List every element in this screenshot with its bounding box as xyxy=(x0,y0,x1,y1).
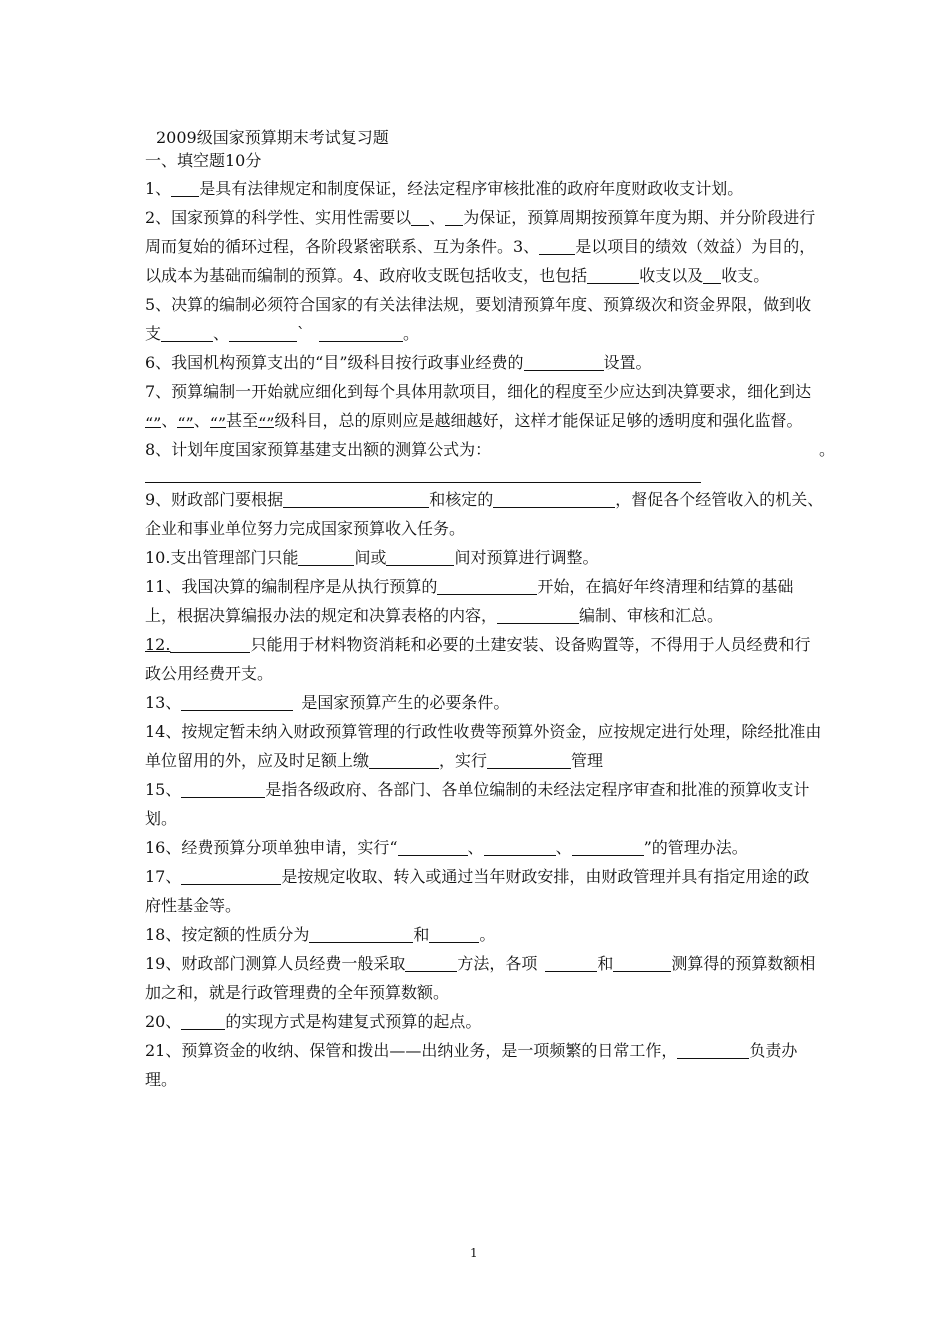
answer-blank[interactable] xyxy=(181,866,281,885)
answer-blank[interactable] xyxy=(386,547,454,566)
answer-blank[interactable] xyxy=(445,207,463,226)
question-13: 13、 是国家预算产生的必要条件。 xyxy=(145,693,510,712)
answer-blank[interactable] xyxy=(493,489,615,508)
answer-blank[interactable] xyxy=(411,207,429,226)
section-heading: 一、填空题10分 xyxy=(145,151,262,170)
answer-blank[interactable] xyxy=(309,924,413,943)
question-17: 17、 是按规定收取、转入或通过当年财政安排，由财政管理并具有指定用途的政府性基金等。 xyxy=(145,867,810,915)
doc-title: 2009级国家预算期末考试复习题 xyxy=(156,128,389,147)
question-9: 9、财政部门要根据 和核定的 ，督促各个经管收入的机关、企业和事业单位努力完成国家预算收入任务。 xyxy=(145,490,824,538)
question-6: 6、我国机构预算支出的“目”级科目按行政事业经费的 设置。 xyxy=(145,353,652,372)
answer-blank[interactable] xyxy=(587,265,639,284)
question-21: 21、预算资金的收纳、保管和拨出——出纳业务，是一项频繁的日常工作， 负责办理。 xyxy=(145,1041,798,1089)
answer-blank[interactable]: “” xyxy=(258,409,274,428)
answer-blank[interactable]: “” xyxy=(177,409,193,428)
answer-blank[interactable] xyxy=(171,178,199,197)
answer-blank[interactable] xyxy=(539,236,575,255)
answer-blank[interactable] xyxy=(731,1040,749,1059)
question-18: 18、按定额的性质分为 和 。 xyxy=(145,925,496,944)
answer-blank[interactable] xyxy=(283,489,429,508)
answer-blank[interactable] xyxy=(497,605,579,624)
answer-blank[interactable] xyxy=(545,953,597,972)
question-7: 7、预算编制一开始就应细化到每个具体用款项目，细化的程度至少应达到决算要求，细化到达“”、“”、“”甚至“”级科目，总的原则应是越细越好，这样才能保证足够的透明度和强化监督。 xyxy=(145,382,812,433)
question-list xyxy=(145,174,835,1094)
page-number: 1 xyxy=(470,1246,478,1260)
answer-blank[interactable] xyxy=(298,547,354,566)
formula-answer-line[interactable] xyxy=(145,464,701,483)
answer-blank[interactable] xyxy=(181,779,265,798)
answer-blank[interactable] xyxy=(677,1040,731,1059)
answer-blank[interactable] xyxy=(429,924,479,943)
answer-blank[interactable] xyxy=(181,1011,225,1030)
answer-blank[interactable] xyxy=(369,750,439,769)
answer-blank[interactable] xyxy=(161,323,213,342)
answer-blank[interactable] xyxy=(487,750,571,769)
question-10: 10.支出管理部门只能 间或 间对预算进行调整。 xyxy=(145,548,599,567)
question-14: 14、按规定暂未纳入财政预算管理的行政性收费等预算外资金，应按规定进行处理，除经批准由单位留用的外，应及时足额上缴 ，实行 管理 xyxy=(145,722,822,770)
answer-blank[interactable] xyxy=(170,634,250,653)
answer-blank[interactable] xyxy=(703,265,721,284)
answer-blank[interactable] xyxy=(524,352,604,371)
answer-blank[interactable] xyxy=(405,953,457,972)
answer-blank[interactable] xyxy=(572,837,644,856)
question-19: 19、财政部门测算人员经费一般采取 方法，各项 和 测算得的预算数额相加之和，就是行政管理费的全年预算数额。 xyxy=(145,954,816,1002)
answer-blank[interactable] xyxy=(229,323,297,342)
answer-blank[interactable] xyxy=(437,576,537,595)
question-8: 8、计划年度国家预算基建支出额的测算公式为： 。 xyxy=(145,440,835,459)
question-5: 5、决算的编制必须符合国家的有关法律法规，要划清预算年度、预算级次和资金界限，做到收支 、 ` 。 xyxy=(145,295,812,343)
answer-blank[interactable] xyxy=(181,692,293,711)
answer-blank[interactable]: “” xyxy=(145,409,161,428)
question-12: 12. 只能用于材料物资消耗和必要的土建安装、设备购置等，不得用于人员经费和行政公用经费开支。 xyxy=(145,635,811,683)
answer-blank[interactable] xyxy=(484,837,556,856)
question-16: 16、经费预算分项单独申请，实行“ 、 、 ”的管理办法。 xyxy=(145,838,748,857)
question-15: 15、 是指各级政府、各部门、各单位编制的未经法定程序审查和批准的预算收支计划。 xyxy=(145,780,810,828)
question-11: 11、我国决算的编制程序是从执行预算的 开始，在搞好年终清理和结算的基础上，根据决算编报办法的规定和决算表格的内容， 编制、审核和汇总。 xyxy=(145,577,794,625)
answer-blank[interactable] xyxy=(613,953,671,972)
answer-blank[interactable]: “” xyxy=(210,409,226,428)
question-2-4: 2、国家预算的科学性、实用性需要以 、 为保证，预算周期按预算年度为期、并分阶段进行周而复始的循环过程，各阶段紧密联系、互为条件。3、 是以项目的绩效（效益）为目的，以成本为基础而编制的预算。4、政府收支既包括收支，也包括 收支以及 收支。 xyxy=(145,208,816,285)
question-20: 20、 的实现方式是构建复式预算的起点。 xyxy=(145,1012,482,1031)
answer-blank[interactable] xyxy=(398,837,468,856)
question-1: 1、 是具有法律规定和制度保证，经法定程序审核批准的政府年度财政收支计划。 xyxy=(145,179,744,198)
answer-blank[interactable] xyxy=(319,323,403,342)
